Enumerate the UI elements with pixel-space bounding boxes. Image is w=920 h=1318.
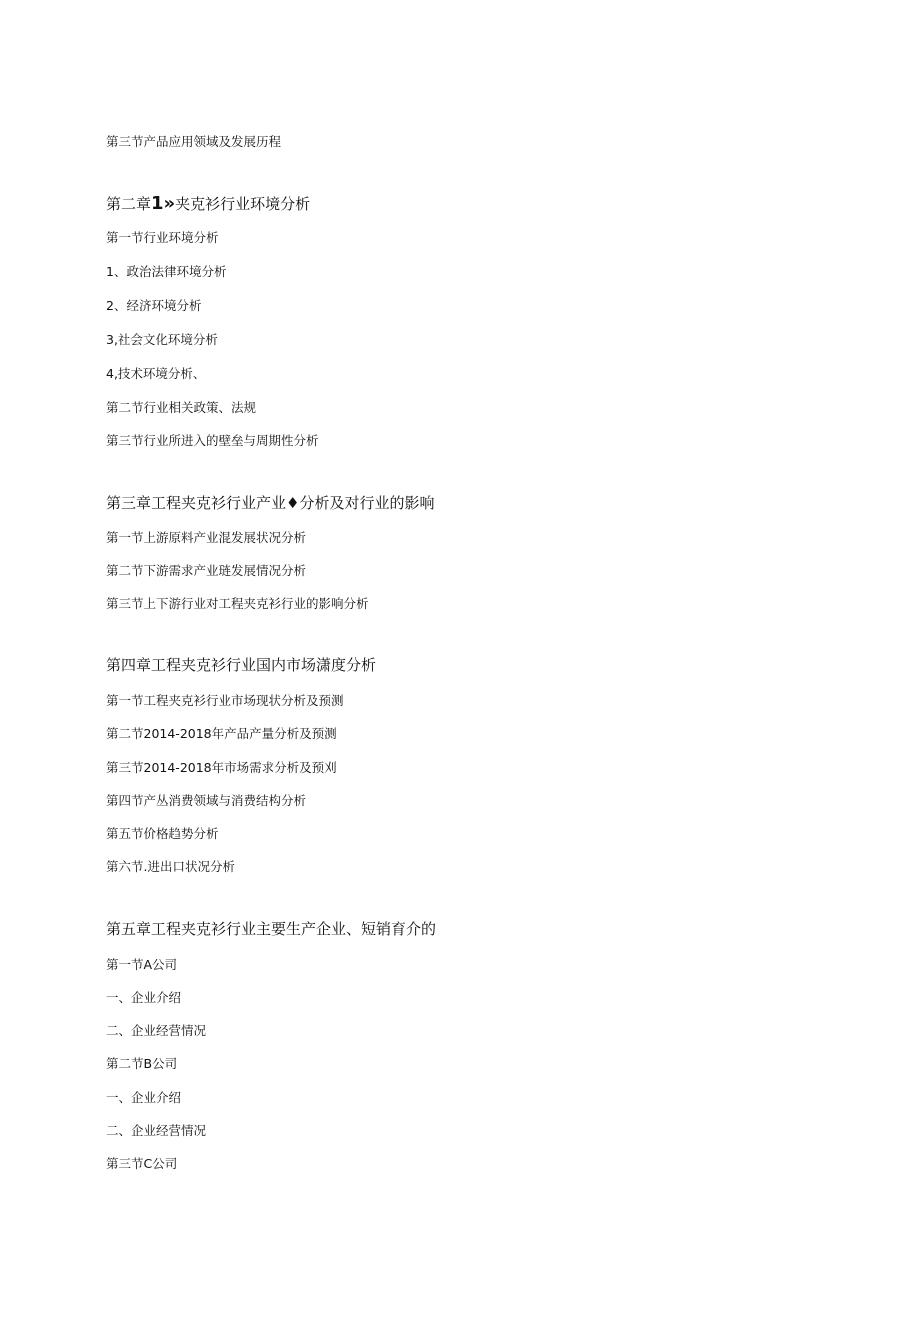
toc-section-line: 3,社会文化环境分析 <box>106 332 218 347</box>
chapter-3-heading: 第三章工程夹克衫行业产业♦分析及对行业的影响 <box>106 494 435 512</box>
toc-section-line: 第三节上下游行业对工程夹克衫行业的影响分析 <box>106 596 369 611</box>
toc-section-line: 第四节产丛消费领域与消费结构分析 <box>106 793 307 808</box>
toc-section-line: 第三节2014-2018年市场需求分析及预刈 <box>106 760 337 775</box>
toc-section-line: 二、企业经营情况 <box>106 1023 207 1038</box>
toc-section-line: 第一节行业环境分析 <box>106 230 219 245</box>
chapter-2-heading <box>106 195 310 213</box>
toc-section-line: 一、企业介绍 <box>106 990 182 1005</box>
toc-section-line: 2、经济环境分析 <box>106 298 202 313</box>
toc-section-line: 第二节2014-2018年产品产量分析及预测 <box>106 726 337 741</box>
chapter-4-heading: 第四章工程夹克衫行业国内市场潇度分析 <box>106 656 377 674</box>
chapter-2-title-suffix: 夹克衫行业环境分析 <box>175 195 311 213</box>
toc-section-line: 第二节行业相关政策、法规 <box>106 400 257 415</box>
toc-section-line: 第一节上游原料产业混发展状况分析 <box>106 530 307 545</box>
toc-section-line: 第二节下游需求产业琏发展情况分析 <box>106 563 307 578</box>
chapter-2-title-number: 1» <box>151 193 176 214</box>
toc-section-line: 第三节行业所进入的壁垒与周期性分析 <box>106 433 319 448</box>
toc-section-line: 第一节工程夹克衫行业市场现状分析及预测 <box>106 693 344 708</box>
toc-section-line: 第三节产品应用领域及发展历程 <box>106 134 282 149</box>
toc-section-line: 第六节.进出口状况分析 <box>106 859 235 874</box>
toc-section-line: 第五节价格趋势分析 <box>106 826 219 841</box>
toc-section-line: 二、企业经营情况 <box>106 1123 207 1138</box>
chapter-2-title-prefix: 第二章 <box>106 195 152 213</box>
chapter-5-heading: 第五章工程夹克衫行业主要生产企业、短销育介的 <box>106 920 437 938</box>
toc-section-line: 一、企业介绍 <box>106 1090 182 1105</box>
toc-section-line: 4,技术环境分析、 <box>106 366 206 381</box>
toc-section-line: 第三节C公司 <box>106 1156 178 1171</box>
toc-section-line: 第一节A公司 <box>106 957 178 972</box>
toc-section-line: 1、政治法律环境分析 <box>106 264 227 279</box>
toc-section-line: 第二节B公司 <box>106 1056 178 1071</box>
